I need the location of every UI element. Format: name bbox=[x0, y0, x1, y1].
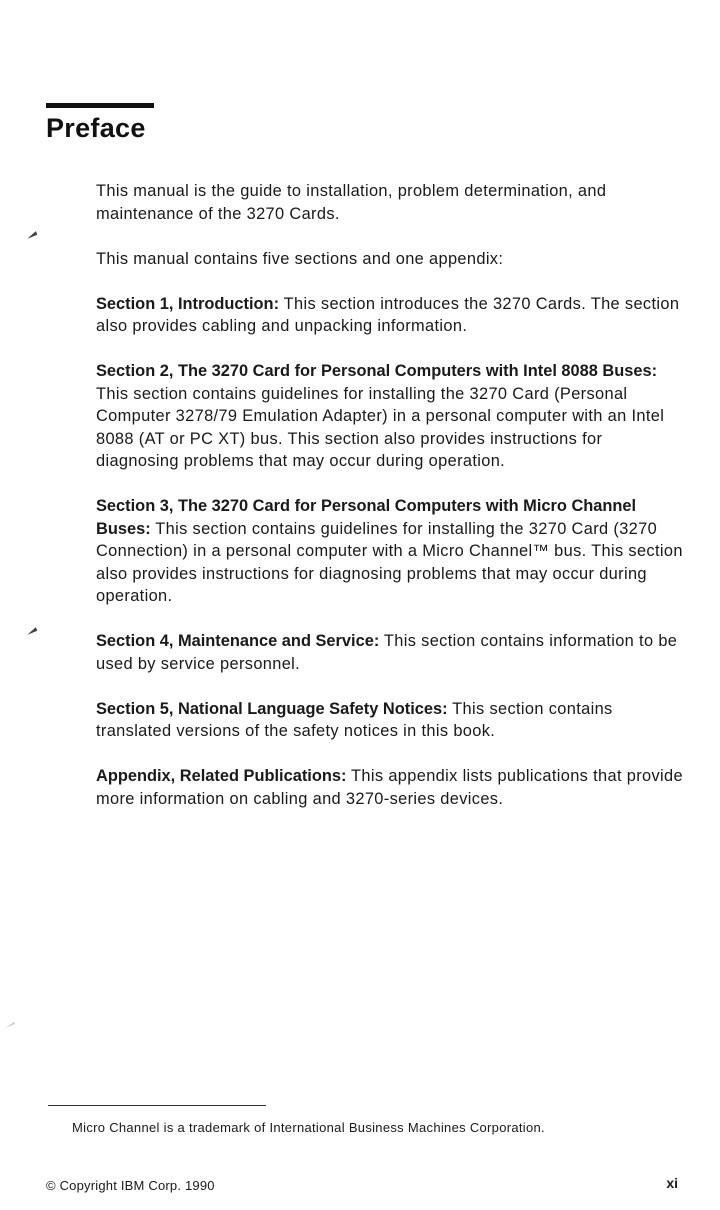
appendix-paragraph bbox=[96, 765, 686, 810]
section-1-lead: Section 1, Introduction: bbox=[96, 294, 280, 313]
margin-mark bbox=[26, 231, 38, 239]
margin-mark bbox=[4, 1022, 15, 1028]
section-5-lead: Section 5, National Language Safety Notices: bbox=[96, 699, 448, 718]
footnote-rule bbox=[48, 1105, 266, 1106]
section-5-paragraph bbox=[96, 698, 686, 743]
section-3-lead: Section 3, The 3270 Card for Personal Computers with Micro Channel Buses: bbox=[96, 497, 637, 538]
section-2-paragraph bbox=[96, 360, 686, 473]
body-text bbox=[96, 180, 686, 833]
section-1-paragraph bbox=[96, 293, 686, 338]
section-2-text: This section contains guidelines for installing the 3270 Card (Personal Computer 3278/79 Emulation Adapter) in a personal computer with an Intel 8088 (AT or PC XT) bus. This section also provides instructions for diagnosing problems that may occur during operation. bbox=[96, 384, 665, 470]
section-2-lead: Section 2, The 3270 Card for Personal Computers with Intel 8088 Buses: bbox=[96, 362, 658, 380]
section-3-text: This section contains guidelines for installing the 3270 Card (3270 Connection) in a personal computer with a Micro Channel™ bus. This section also provides instructions for diagnosing problems that may occur during operation. bbox=[96, 519, 683, 605]
appendix-text: This appendix lists publications that provide more information on cabling and 3270-series devices. bbox=[96, 767, 683, 808]
footnote: Micro Channel is a trademark of International Business Machines Corporation. bbox=[72, 1120, 545, 1135]
section-4-lead: Section 4, Maintenance and Service: bbox=[96, 632, 380, 650]
sections-intro-paragraph: This manual contains five sections and one appendix: bbox=[96, 249, 504, 268]
intro-paragraph: This manual is the guide to installation, problem determination, and maintenance of the 3270 Cards. bbox=[96, 182, 607, 223]
section-5-text: This section contains translated versions of the safety notices in this book. bbox=[96, 699, 613, 740]
page-title: Preface bbox=[46, 113, 146, 143]
appendix-lead: Appendix, Related Publications: bbox=[96, 767, 347, 785]
title-rule bbox=[46, 103, 154, 108]
section-1-text: This section introduces the 3270 Cards. The section also provides cabling and unpacking information. bbox=[96, 294, 680, 335]
section-4-paragraph bbox=[96, 630, 686, 675]
copyright-notice: © Copyright IBM Corp. 1990 bbox=[46, 1178, 215, 1193]
section-3-paragraph bbox=[96, 495, 686, 608]
margin-mark bbox=[26, 627, 38, 635]
section-4-text: This section contains information to be used by service personnel. bbox=[96, 632, 678, 673]
page-number: xi bbox=[666, 1175, 678, 1191]
